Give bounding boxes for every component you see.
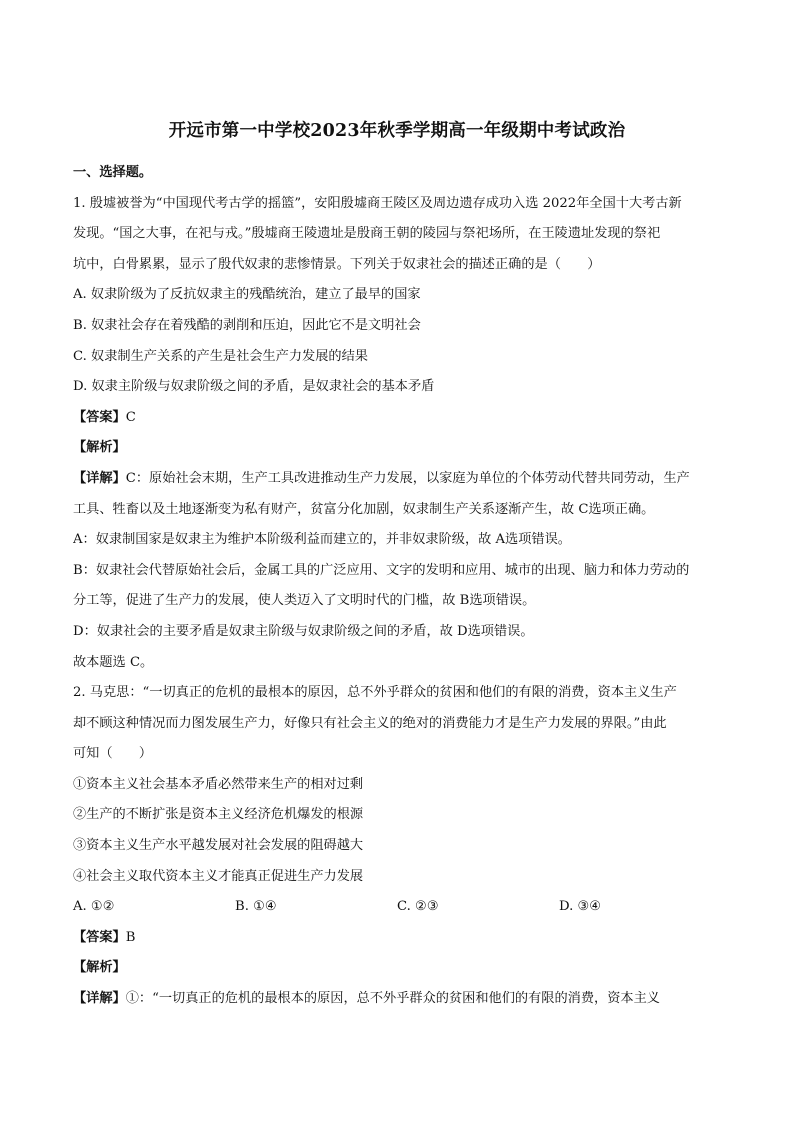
q2-choice-c: C. ②③ — [397, 899, 439, 915]
answer-value: B — [125, 929, 136, 945]
q1-stem-line: 1. 殷墟被誉为“中国现代考古学的摇篮”，安阳殷墟商王陵区及周边遗存成功入选 2022年全国十大考古新 — [73, 195, 682, 211]
answer-tag: 【答案】 — [73, 409, 126, 425]
q2-choices — [73, 892, 725, 923]
q2-statement-2: ②生产的不断扩张是资本主义经济危机爆发的根源 — [73, 807, 364, 823]
q2-stem-line: 却不顾这种情况而力图发展生产力，好像只有社会主义的绝对的消费能力才是生产力发展的界限。”由此 — [73, 715, 667, 731]
exam-title: 开远市第一中学校2023年秋季学期高一年级期中考试政治 — [168, 121, 626, 141]
q2-detail-line — [73, 984, 725, 1015]
q1-option-a: A. 奴隶阶级为了反抗奴隶主的残酷统治，建立了最早的国家 — [73, 287, 421, 303]
q2-statement-4: ④社会主义取代资本主义才能真正促进生产力发展 — [73, 868, 364, 884]
q1-conclusion: 故本题选 C。 — [73, 654, 154, 670]
answer-tag: 【答案】 — [73, 929, 126, 945]
q1-stem-line: 发现。“国之大事，在祀与戎。”殷墟商王陵遗址是殷商王朝的陵园与祭祀场所，在王陵遗址发现的祭祀 — [73, 226, 661, 242]
q1-option-b: B. 奴隶社会存在着残酷的剥削和压迫，因此它不是文明社会 — [73, 317, 421, 333]
q1-answer — [73, 403, 725, 434]
section-heading: 一、选择题。 — [73, 165, 153, 180]
q1-detail-line: 工具、牲畜以及土地逐渐变为私有财产，贫富分化加剧，奴隶制生产关系逐渐产生，故 C选项正确。 — [73, 501, 655, 517]
q1-analysis-tag: 【解析】 — [73, 440, 126, 456]
q2-analysis-tag: 【解析】 — [73, 960, 126, 976]
question-1 — [73, 189, 725, 679]
detail-tag: 【详解】 — [73, 991, 126, 1007]
q1-detail-line: B：奴隶社会代替原始社会后，金属工具的广泛应用、文字的发明和应用、城市的出现、脑力和体力劳动的 — [73, 562, 690, 578]
q2-answer — [73, 923, 725, 954]
q1-option-d: D. 奴隶主阶级与奴隶阶级之间的矛盾，是奴隶社会的基本矛盾 — [73, 379, 435, 395]
q2-statement-3: ③资本主义生产水平越发展对社会发展的阻碍越大 — [73, 838, 364, 854]
q2-choice-b: B. ①④ — [235, 899, 277, 915]
detail-text: ①：“一切真正的危机的最根本的原因，总不外乎群众的贫困和他们的有限的消费，资本主义 — [125, 991, 660, 1007]
exam-content — [73, 158, 725, 1015]
q2-statement-1: ①资本主义社会基本矛盾必然带来生产的相对过剩 — [73, 776, 364, 792]
detail-text: C：原始社会末期，生产工具改进推动生产力发展，以家庭为单位的个体劳动代替共同劳动，生产 — [125, 470, 690, 486]
q1-option-c: C. 奴隶制生产关系的产生是社会生产力发展的结果 — [73, 348, 368, 364]
q1-detail-line — [73, 464, 725, 495]
q2-stem-line: 2. 马克思：“一切真正的危机的最根本的原因，总不外乎群众的贫困和他们的有限的消费，资本主义生产 — [73, 685, 677, 701]
q2-choice-a: A. ①② — [73, 899, 115, 915]
q2-choice-d: D. ③④ — [559, 899, 602, 915]
q1-stem-line: 坑中，白骨累累，显示了殷代奴隶的悲惨情景。下列关于奴隶社会的描述正确的是（ ） — [73, 256, 601, 272]
detail-tag: 【详解】 — [73, 470, 126, 486]
q2-stem-line: 可知（ ） — [73, 746, 153, 762]
answer-value: C — [125, 409, 136, 425]
q1-detail-line: D：奴隶社会的主要矛盾是奴隶主阶级与奴隶阶级之间的矛盾，故 D选项错误。 — [73, 623, 534, 639]
question-2 — [73, 678, 725, 1015]
q1-detail-line: 分工等，促进了生产力的发展，使人类迈入了文明时代的门槛，故 B选项错误。 — [73, 593, 536, 609]
q1-detail-line: A：奴隶制国家是奴隶主为维护本阶级利益而建立的，并非奴隶阶级，故 A选项错误。 — [73, 532, 571, 548]
